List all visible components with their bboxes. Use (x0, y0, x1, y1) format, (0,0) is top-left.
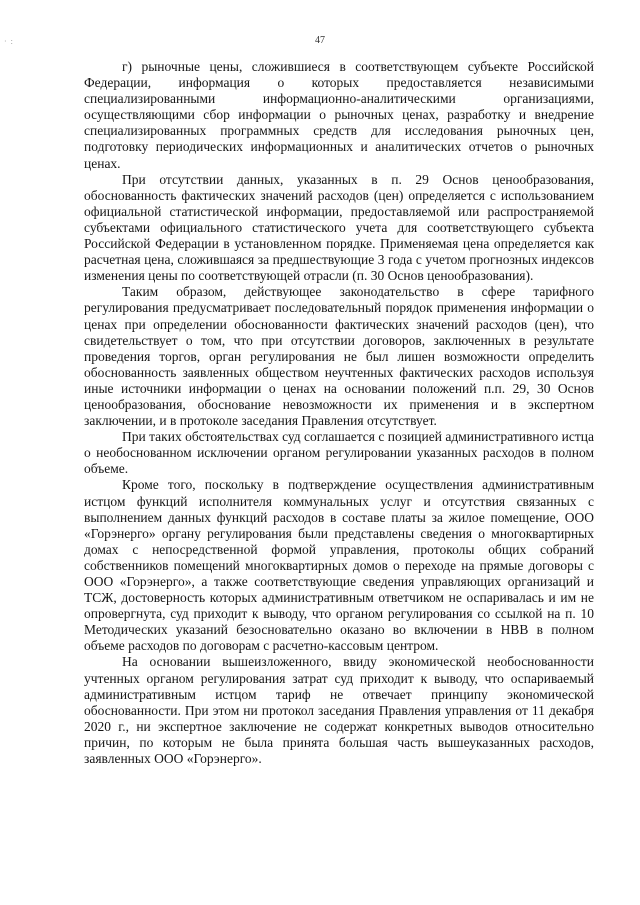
page-number: 47 (315, 35, 325, 46)
document-body (84, 59, 594, 767)
paragraph-no-data: При отсутствии данных, указанных в п. 29 Основ ценообразования, обоснованность фактических значений расходов (цен) определяется с использованием официальной статистической информации, предоставляемой или распространяемой субъектами официального статистического учета для соответствующего субъекта Российской Федерации в установленном порядке. Применяемая цена определяется как расчетная цена, сложившаяся за предшествующие 3 года с учетом прогнозных индексов изменения цены по соответствующей отрасли (п. 30 Основ ценообразования). (84, 171, 594, 284)
paragraph-market-prices: г) рыночные цены, сложившиеся в соответствующем субъекте Российской Федерации, информация о которых предоставляется независимыми специализированными информационно-аналитическими организациями, осуществляющими сбор информации о рыночных ценах, разработку и внедрение специализированных программных средств для исследования рыночных цен, подготовку периодических информационных и аналитических отчетов о рыночных ценах. (84, 59, 594, 171)
paragraph-court-agrees: При таких обстоятельствах суд соглашается с позицией административного истца о необоснованном исключении органом регулировании указанных расходов в полном объеме. (84, 429, 594, 477)
paragraph-utility-functions: Кроме того, поскольку в подтверждение осуществления административным истцом функций исполнителя коммунальных услуг и отсутствия связанных с выполнением данных функций расходов в составе платы за жилое помещение, ООО «Горэнерго» органу регулирования были представлены сведения о многоквартирных домах с непосредственной формой управления, протоколы общих собраний собственников помещений многоквартирных домов о переходе на прямые договоры с ООО «Горэнерго», а также соответствующие сведения управляющих организаций и ТСЖ, достоверность которых административным ответчиком не оспаривалась и им не опровергнута, суд приходит к выводу, что органом регулирования со ссылкой на п. 10 Методических указаний безосновательно оказано во включении в НВВ в полном объеме расходов по договорам с расчетно-кассовым центром. (84, 477, 594, 654)
paragraph-legislation: Таким образом, действующее законодательство в сфере тарифного регулирования предусматривает последовательный порядок применения информации о ценах при определении обоснованности фактических значений расходов (цен), что свидетельствует о том, что при отсутствии договоров, заключенных в результате проведения торгов, орган регулирования не был лишен возможности определить обоснованность заявленных обществом неучтенных фактических расходов используя иные источники информации о ценах на основании положений п.п. 29, 30 Основ ценообразования, обоснование невозможности их применения и в экспертном заключении, и в протоколе заседания Правления отсутствует. (84, 284, 594, 429)
margin-mark: · : (4, 37, 14, 46)
paragraph-conclusion: На основании вышеизложенного, ввиду экономической необоснованности учтенных органом регулирования затрат суд приходит к выводу, что оспариваемый административным истцом тариф не отвечает принципу экономической обоснованности. При этом ни протокол заседания Правления управления от 11 декабря 2020 г., ни экспертное заключение не содержат конкретных выводов относительно причин, по которым не была принята большая часть вышеуказанных расходов, заявленных ООО «Горэнерго». (84, 654, 594, 767)
